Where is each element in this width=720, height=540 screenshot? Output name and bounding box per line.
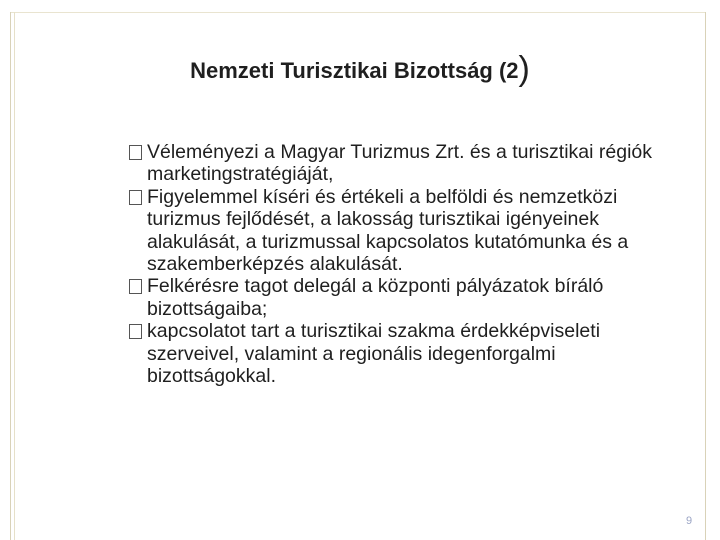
bullet-list (129, 141, 689, 387)
bullet-text: Felkérésre tagot delegál a központi pályázatok bíráló bizottságaiba; (147, 275, 604, 320)
bullet-box-icon (129, 279, 142, 294)
frame-left-inner-line (14, 12, 15, 540)
bullet-item (129, 141, 689, 186)
slide-title (0, 50, 720, 89)
page-number: 9 (686, 515, 693, 527)
bullet-box-icon (129, 324, 142, 339)
bullet-text: Véleményezi a Magyar Turizmus Zrt. és a turisztikai régiók marketingstratégiáját, (147, 141, 653, 186)
bullet-text: kapcsolatot tart a turisztikai szakma érdekképviseleti szerveivel, valamint a regionális idegenforgalmi bizottságokkal. (147, 320, 601, 388)
frame-top-line (10, 12, 706, 13)
slide-title-text: Nemzeti Turisztikai Bizottság (2 (190, 58, 519, 83)
bullet-box-icon (129, 190, 142, 205)
bullet-item (129, 186, 689, 276)
frame-left-line (10, 12, 11, 540)
slide-title-paren: ) (518, 50, 530, 88)
bullet-item (129, 320, 689, 387)
bullet-item (129, 275, 689, 320)
bullet-text: Figyelemmel kíséri és értékeli a belföldi és nemzetközi turizmus fejlődését, a lakosság turisztikai igényeinek alakulását, a turizmussal kapcsolatos kutatómunka és a szakemberképzés alakulását. (147, 185, 629, 276)
bullet-box-icon (129, 145, 142, 160)
frame-right-line (705, 12, 706, 540)
